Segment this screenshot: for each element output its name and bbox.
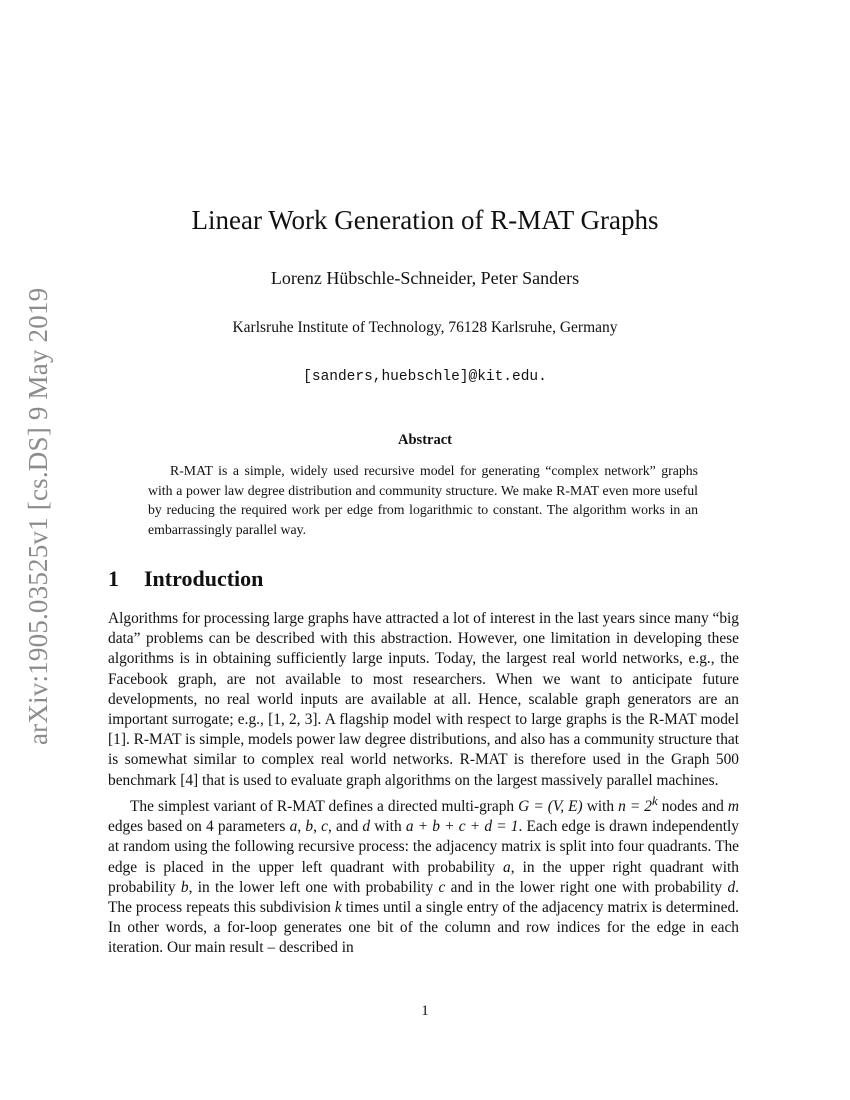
text-span: The simplest variant of R-MAT defines a directed multi-graph: [130, 797, 519, 815]
text-span: . The process repeats this subdivision: [108, 878, 740, 916]
math: n = 2: [618, 797, 652, 815]
math: a: [289, 818, 298, 836]
body-text: [108, 609, 739, 959]
math: m: [727, 797, 740, 815]
section-title: Introduction: [144, 566, 264, 591]
math: k: [651, 793, 658, 808]
math: k: [334, 898, 342, 916]
text-span: and in the lower right one with probability: [445, 878, 728, 896]
text-span: , in the upper right quadrant with probability: [108, 858, 739, 896]
page-number: 1: [421, 1003, 429, 1019]
email: [sanders,huebschle]@kit.edu.: [303, 369, 547, 385]
paragraph-1: Algorithms for processing large graphs have attracted a lot of interest in the last years since many “big data” problems can be described with this abstraction. However, one limitation in developing these algorithms is in obtaining sufficiently large inputs. Today, the largest real world networks, e.g., the Facebook graph, are not available to most researchers. When we want to anticipate future developments, no real world inputs are available at all. Hence, scalable graph generators are an important surrogate; e.g., [1, 2, 3]. A flagship model with respect to large graphs is the R-MAT model [1]. R-MAT is simple, models power law degree distributions, and also has a community structure that is somewhat similar to complex real world networks. R-MAT is therefore used in the Graph 500 benchmark [4] that is used to evaluate graph algorithms on the largest massively parallel machines.: [108, 610, 739, 789]
math: a + b + c + d = 1: [405, 818, 519, 836]
text-span: with: [582, 797, 619, 815]
section-number: 1: [108, 566, 119, 591]
text-span: times until a single entry of the adjacency matrix is determined. In other words, a for-loop generates one bit of the column and row indices for the edge in each iteration. Our main result – described in: [108, 898, 739, 957]
text-span: edges based on 4 parameters: [108, 818, 290, 836]
text-span: , in the lower left one with probability: [188, 878, 439, 896]
arxiv-stamp: arXiv:1905.03525v1 [cs.DS] 9 May 2019: [23, 287, 53, 745]
math: b: [305, 818, 314, 836]
text-span: . Each edge is drawn independently at random using the following recursive process: the adjacency matrix is split into four quadrants. The edge is placed in the upper left quadrant with probability: [108, 818, 740, 876]
abstract-text: R-MAT is a simple, widely used recursive model for generating “complex network” graphs with a power law degree distribution and community structure. We make R-MAT even more useful by reducing the required work per edge from logarithmic to constant. The algorithm works in an embarrassingly parallel way.: [148, 463, 698, 537]
affiliation: Karlsruhe Institute of Technology, 76128 Karlsruhe, Germany: [232, 319, 618, 336]
section-heading: [108, 566, 263, 592]
text-span: ,: [297, 818, 306, 836]
text-span: , and: [327, 818, 363, 836]
math: a: [503, 858, 511, 876]
text-span: nodes and: [657, 797, 728, 815]
paragraph-2: [108, 791, 739, 959]
abstract-heading: Abstract: [398, 432, 452, 448]
math: d: [727, 878, 736, 896]
math: b: [180, 878, 189, 896]
paper-title: Linear Work Generation of R-MAT Graphs: [191, 205, 659, 235]
text-span: ,: [313, 818, 322, 836]
math: G = (V, E): [518, 797, 583, 815]
text-span: with: [370, 818, 406, 836]
math: c: [321, 818, 328, 836]
authors: Lorenz Hübschle-Schneider, Peter Sanders: [270, 268, 580, 288]
math: d: [362, 818, 371, 836]
math: c: [438, 878, 446, 896]
